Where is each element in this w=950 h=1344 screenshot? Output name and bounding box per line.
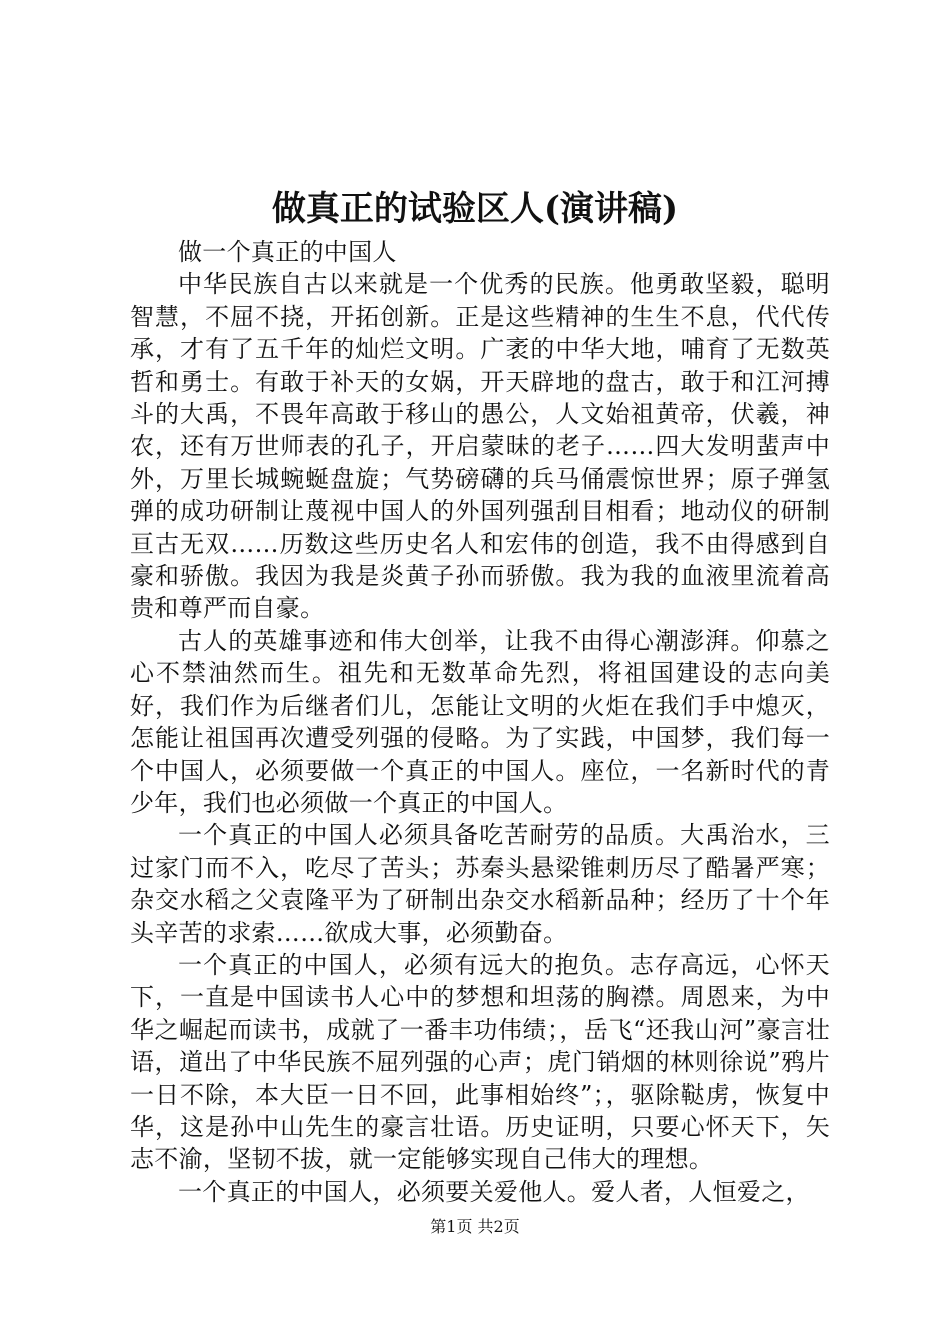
document-title: 做真正的试验区人(演讲稿) xyxy=(271,189,679,229)
paragraph: 一个真正的中国人，必须有远大的抱负。志存高远，心怀天下，一直是中国读书人心中的梦想和坦荡的胸襟。周恩来，为中华之崛起而读书，成就了一番丰功伟绩；，岳飞“还我山河”豪言壮语，道出了中华民族不屈列强的心声；虎门销烟的林则徐说”鸦片一日不除，本大臣一日不回，此事相始终”；，驱除鞑虏，恢复中华，这是孙中山先生的豪言壮语。历史证明，只要心怀天下，矢志不渝，坚韧不拔，就一定能够实现自己伟大的理想。 xyxy=(130,950,830,1174)
page-footer: 第1页 共2页 xyxy=(430,1217,520,1236)
paragraph: 一个真正的中国人必须具备吃苦耐劳的品质。大禹治水，三过家门而不入，吃尽了苦头；苏秦头悬梁锥刺历尽了酷暑严寒；杂交水稻之父袁隆平为了研制出杂交水稻新品种；经历了十个年头辛苦的求索……欲成大事，必须勤奋。 xyxy=(130,821,830,947)
document-body xyxy=(130,236,830,1208)
paragraph: 古人的英雄事迹和伟大创举，让我不由得心潮澎湃。仰慕之心不禁油然而生。祖先和无数革命先烈，将祖国建设的志向美好，我们作为后继者们儿，怎能让文明的火炬在我们手中熄灭，怎能让祖国再次遭受列强的侵略。为了实践，中国梦，我们每一个中国人，必须要做一个真正的中国人。座位，一名新时代的青少年，我们也必须做一个真正的中国人。 xyxy=(130,626,830,817)
paragraph: 一个真正的中国人，必须要关爱他人。爱人者，人恒爱之， xyxy=(178,1177,810,1206)
paragraph-heading: 做一个真正的中国人 xyxy=(178,238,397,266)
paragraph: 中华民族自古以来就是一个优秀的民族。他勇敢坚毅，聪明智慧，不屈不挠，开拓创新。正是这些精神的生生不息，代代传承，才有了五千年的灿烂文明。广袤的中华大地，哺育了无数英哲和勇士。有敢于补天的女娲，开天辟地的盘古，敢于和江河搏斗的大禹，不畏年高敢于移山的愚公，人文始祖黄帝，伏羲，神农，还有万世师表的孔子，开启蒙昧的老子……四大发明蜚声中外，万里长城蜿蜒盘旋；气势磅礴的兵马俑震惊世界；原子弹氢弹的成功研制让蔑视中国人的外国列强刮目相看；地动仪的研制亘古无双……历数这些历史名人和宏伟的创造，我不由得感到自豪和骄傲。我因为我是炎黄子孙而骄傲。我为我的血液里流着高贵和尊严而自豪。 xyxy=(130,270,830,623)
